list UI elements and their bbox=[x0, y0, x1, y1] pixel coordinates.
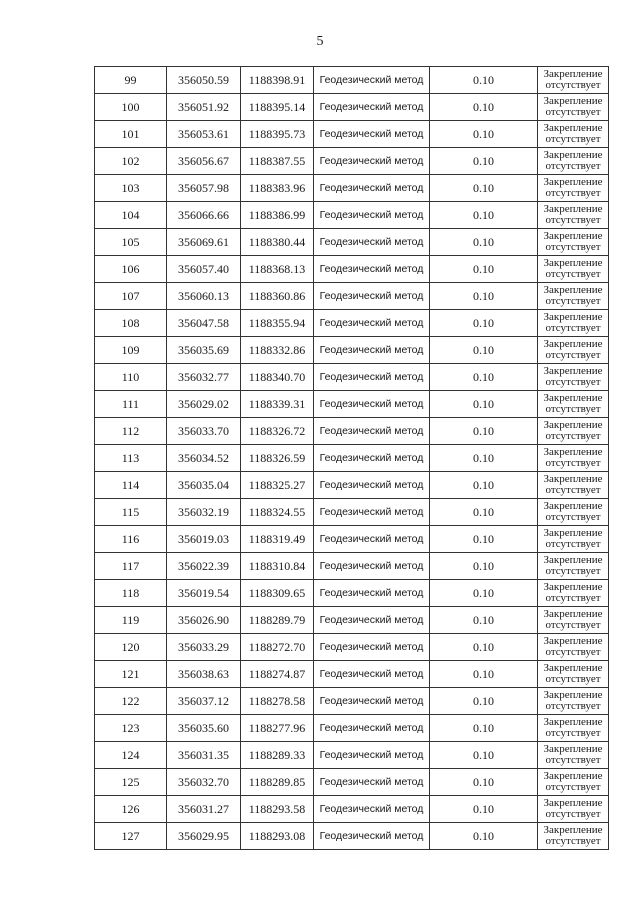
fixation-line-2: отсутствует bbox=[545, 619, 601, 631]
accuracy-cell: 0.10 bbox=[430, 391, 538, 418]
accuracy-cell: 0.10 bbox=[430, 229, 538, 256]
method-cell: Геодезический метод bbox=[314, 499, 430, 526]
fixation-line-2: отсутствует bbox=[545, 565, 601, 577]
table-row bbox=[95, 796, 609, 823]
fixation-line-1: Закрепление bbox=[543, 473, 603, 485]
fixation-line-2: отсутствует bbox=[545, 349, 601, 361]
table-row bbox=[95, 580, 609, 607]
point-number-cell: 118 bbox=[95, 580, 167, 607]
accuracy-cell: 0.10 bbox=[430, 769, 538, 796]
fixation-line-1: Закрепление bbox=[543, 770, 603, 782]
accuracy-cell: 0.10 bbox=[430, 94, 538, 121]
fixation-line-2: отсутствует bbox=[545, 646, 601, 658]
table-row bbox=[95, 553, 609, 580]
y-coordinate-cell: 1188387.55 bbox=[241, 148, 314, 175]
fixation-line-2: отсутствует bbox=[545, 160, 601, 172]
method-cell: Геодезический метод bbox=[314, 688, 430, 715]
fixation-line-1: Закрепление bbox=[543, 230, 603, 242]
fixation-line-1: Закрепление bbox=[543, 716, 603, 728]
method-cell: Геодезический метод bbox=[314, 256, 430, 283]
point-number-cell: 114 bbox=[95, 472, 167, 499]
x-coordinate-cell: 356034.52 bbox=[167, 445, 241, 472]
method-cell: Геодезический метод bbox=[314, 175, 430, 202]
fixation-cell bbox=[538, 823, 609, 850]
method-cell: Геодезический метод bbox=[314, 337, 430, 364]
y-coordinate-cell: 1188395.73 bbox=[241, 121, 314, 148]
fixation-line-1: Закрепление bbox=[543, 203, 603, 215]
fixation-cell bbox=[538, 310, 609, 337]
x-coordinate-cell: 356022.39 bbox=[167, 553, 241, 580]
fixation-cell bbox=[538, 337, 609, 364]
fixation-cell bbox=[538, 715, 609, 742]
y-coordinate-cell: 1188324.55 bbox=[241, 499, 314, 526]
table-row bbox=[95, 310, 609, 337]
y-coordinate-cell: 1188289.33 bbox=[241, 742, 314, 769]
method-cell: Геодезический метод bbox=[314, 526, 430, 553]
table-row bbox=[95, 364, 609, 391]
fixation-cell bbox=[538, 364, 609, 391]
x-coordinate-cell: 356056.67 bbox=[167, 148, 241, 175]
y-coordinate-cell: 1188326.59 bbox=[241, 445, 314, 472]
accuracy-cell: 0.10 bbox=[430, 364, 538, 391]
fixation-line-1: Закрепление bbox=[543, 149, 603, 161]
method-cell: Геодезический метод bbox=[314, 418, 430, 445]
x-coordinate-cell: 356031.35 bbox=[167, 742, 241, 769]
fixation-line-1: Закрепление bbox=[543, 635, 603, 647]
method-cell: Геодезический метод bbox=[314, 445, 430, 472]
accuracy-cell: 0.10 bbox=[430, 67, 538, 94]
table-row bbox=[95, 202, 609, 229]
x-coordinate-cell: 356069.61 bbox=[167, 229, 241, 256]
fixation-line-2: отсутствует bbox=[545, 484, 601, 496]
fixation-cell bbox=[538, 229, 609, 256]
fixation-cell bbox=[538, 661, 609, 688]
accuracy-cell: 0.10 bbox=[430, 337, 538, 364]
fixation-line-1: Закрепление bbox=[543, 419, 603, 431]
x-coordinate-cell: 356029.02 bbox=[167, 391, 241, 418]
fixation-line-2: отсутствует bbox=[545, 295, 601, 307]
point-number-cell: 105 bbox=[95, 229, 167, 256]
fixation-line-1: Закрепление bbox=[543, 392, 603, 404]
y-coordinate-cell: 1188278.58 bbox=[241, 688, 314, 715]
fixation-line-1: Закрепление bbox=[543, 527, 603, 539]
x-coordinate-cell: 356031.27 bbox=[167, 796, 241, 823]
table-row bbox=[95, 526, 609, 553]
fixation-line-1: Закрепление bbox=[543, 581, 603, 593]
accuracy-cell: 0.10 bbox=[430, 607, 538, 634]
table-row bbox=[95, 715, 609, 742]
fixation-line-1: Закрепление bbox=[543, 122, 603, 134]
table-row bbox=[95, 337, 609, 364]
x-coordinate-cell: 356051.92 bbox=[167, 94, 241, 121]
point-number-cell: 103 bbox=[95, 175, 167, 202]
point-number-cell: 104 bbox=[95, 202, 167, 229]
table-row bbox=[95, 391, 609, 418]
accuracy-cell: 0.10 bbox=[430, 823, 538, 850]
method-cell: Геодезический метод bbox=[314, 796, 430, 823]
fixation-cell bbox=[538, 634, 609, 661]
method-cell: Геодезический метод bbox=[314, 121, 430, 148]
table-row bbox=[95, 688, 609, 715]
fixation-cell bbox=[538, 67, 609, 94]
x-coordinate-cell: 356057.98 bbox=[167, 175, 241, 202]
table-row bbox=[95, 472, 609, 499]
method-cell: Геодезический метод bbox=[314, 769, 430, 796]
fixation-cell bbox=[538, 391, 609, 418]
accuracy-cell: 0.10 bbox=[430, 688, 538, 715]
y-coordinate-cell: 1188325.27 bbox=[241, 472, 314, 499]
fixation-line-1: Закрепление bbox=[543, 365, 603, 377]
y-coordinate-cell: 1188326.72 bbox=[241, 418, 314, 445]
x-coordinate-cell: 356047.58 bbox=[167, 310, 241, 337]
accuracy-cell: 0.10 bbox=[430, 418, 538, 445]
fixation-cell bbox=[538, 796, 609, 823]
fixation-line-1: Закрепление bbox=[543, 95, 603, 107]
fixation-line-2: отсутствует bbox=[545, 403, 601, 415]
fixation-line-2: отсутствует bbox=[545, 79, 601, 91]
method-cell: Геодезический метод bbox=[314, 67, 430, 94]
table-body bbox=[95, 67, 609, 850]
table-row bbox=[95, 418, 609, 445]
x-coordinate-cell: 356035.60 bbox=[167, 715, 241, 742]
fixation-line-1: Закрепление bbox=[543, 446, 603, 458]
accuracy-cell: 0.10 bbox=[430, 202, 538, 229]
accuracy-cell: 0.10 bbox=[430, 256, 538, 283]
y-coordinate-cell: 1188310.84 bbox=[241, 553, 314, 580]
x-coordinate-cell: 356033.70 bbox=[167, 418, 241, 445]
page-number: 5 bbox=[316, 34, 324, 49]
method-cell: Геодезический метод bbox=[314, 148, 430, 175]
fixation-cell bbox=[538, 553, 609, 580]
fixation-cell bbox=[538, 256, 609, 283]
y-coordinate-cell: 1188380.44 bbox=[241, 229, 314, 256]
method-cell: Геодезический метод bbox=[314, 742, 430, 769]
table-row bbox=[95, 823, 609, 850]
method-cell: Геодезический метод bbox=[314, 310, 430, 337]
table-row bbox=[95, 769, 609, 796]
fixation-line-2: отсутствует bbox=[545, 376, 601, 388]
point-number-cell: 123 bbox=[95, 715, 167, 742]
fixation-cell bbox=[538, 202, 609, 229]
y-coordinate-cell: 1188339.31 bbox=[241, 391, 314, 418]
x-coordinate-cell: 356026.90 bbox=[167, 607, 241, 634]
fixation-cell bbox=[538, 607, 609, 634]
x-coordinate-cell: 356038.63 bbox=[167, 661, 241, 688]
fixation-cell bbox=[538, 526, 609, 553]
accuracy-cell: 0.10 bbox=[430, 553, 538, 580]
x-coordinate-cell: 356057.40 bbox=[167, 256, 241, 283]
point-number-cell: 108 bbox=[95, 310, 167, 337]
fixation-line-1: Закрепление bbox=[543, 662, 603, 674]
point-number-cell: 127 bbox=[95, 823, 167, 850]
y-coordinate-cell: 1188340.70 bbox=[241, 364, 314, 391]
fixation-line-2: отсутствует bbox=[545, 106, 601, 118]
fixation-cell bbox=[538, 283, 609, 310]
fixation-cell bbox=[538, 121, 609, 148]
point-number-cell: 101 bbox=[95, 121, 167, 148]
y-coordinate-cell: 1188360.86 bbox=[241, 283, 314, 310]
point-number-cell: 109 bbox=[95, 337, 167, 364]
accuracy-cell: 0.10 bbox=[430, 742, 538, 769]
point-number-cell: 119 bbox=[95, 607, 167, 634]
accuracy-cell: 0.10 bbox=[430, 499, 538, 526]
accuracy-cell: 0.10 bbox=[430, 121, 538, 148]
fixation-cell bbox=[538, 445, 609, 472]
table-row bbox=[95, 742, 609, 769]
y-coordinate-cell: 1188386.99 bbox=[241, 202, 314, 229]
x-coordinate-cell: 356019.54 bbox=[167, 580, 241, 607]
y-coordinate-cell: 1188289.85 bbox=[241, 769, 314, 796]
fixation-cell bbox=[538, 94, 609, 121]
x-coordinate-cell: 356037.12 bbox=[167, 688, 241, 715]
point-number-cell: 111 bbox=[95, 391, 167, 418]
fixation-line-1: Закрепление bbox=[543, 311, 603, 323]
fixation-line-1: Закрепление bbox=[543, 176, 603, 188]
accuracy-cell: 0.10 bbox=[430, 472, 538, 499]
fixation-cell bbox=[538, 148, 609, 175]
fixation-cell bbox=[538, 688, 609, 715]
fixation-line-1: Закрепление bbox=[543, 743, 603, 755]
method-cell: Геодезический метод bbox=[314, 607, 430, 634]
table-row bbox=[95, 445, 609, 472]
fixation-line-2: отсутствует bbox=[545, 457, 601, 469]
fixation-line-1: Закрепление bbox=[543, 554, 603, 566]
method-cell: Геодезический метод bbox=[314, 823, 430, 850]
y-coordinate-cell: 1188293.08 bbox=[241, 823, 314, 850]
fixation-line-1: Закрепление bbox=[543, 797, 603, 809]
accuracy-cell: 0.10 bbox=[430, 661, 538, 688]
point-number-cell: 116 bbox=[95, 526, 167, 553]
point-number-cell: 113 bbox=[95, 445, 167, 472]
accuracy-cell: 0.10 bbox=[430, 148, 538, 175]
point-number-cell: 124 bbox=[95, 742, 167, 769]
fixation-line-2: отсутствует bbox=[545, 727, 601, 739]
y-coordinate-cell: 1188289.79 bbox=[241, 607, 314, 634]
method-cell: Геодезический метод bbox=[314, 94, 430, 121]
fixation-line-2: отсутствует bbox=[545, 214, 601, 226]
fixation-cell bbox=[538, 418, 609, 445]
accuracy-cell: 0.10 bbox=[430, 580, 538, 607]
table-row bbox=[95, 148, 609, 175]
table-row bbox=[95, 94, 609, 121]
point-number-cell: 122 bbox=[95, 688, 167, 715]
table-row bbox=[95, 175, 609, 202]
method-cell: Геодезический метод bbox=[314, 715, 430, 742]
fixation-line-2: отсутствует bbox=[545, 430, 601, 442]
point-number-cell: 100 bbox=[95, 94, 167, 121]
accuracy-cell: 0.10 bbox=[430, 175, 538, 202]
method-cell: Геодезический метод bbox=[314, 283, 430, 310]
x-coordinate-cell: 356035.04 bbox=[167, 472, 241, 499]
fixation-line-1: Закрепление bbox=[543, 500, 603, 512]
point-number-cell: 126 bbox=[95, 796, 167, 823]
point-number-cell: 112 bbox=[95, 418, 167, 445]
coordinates-table bbox=[94, 66, 609, 850]
method-cell: Геодезический метод bbox=[314, 661, 430, 688]
x-coordinate-cell: 356060.13 bbox=[167, 283, 241, 310]
fixation-line-2: отсутствует bbox=[545, 538, 601, 550]
table-row bbox=[95, 607, 609, 634]
y-coordinate-cell: 1188383.96 bbox=[241, 175, 314, 202]
y-coordinate-cell: 1188309.65 bbox=[241, 580, 314, 607]
accuracy-cell: 0.10 bbox=[430, 715, 538, 742]
fixation-line-1: Закрепление bbox=[543, 338, 603, 350]
y-coordinate-cell: 1188274.87 bbox=[241, 661, 314, 688]
point-number-cell: 125 bbox=[95, 769, 167, 796]
fixation-cell bbox=[538, 499, 609, 526]
y-coordinate-cell: 1188332.86 bbox=[241, 337, 314, 364]
fixation-line-2: отсутствует bbox=[545, 781, 601, 793]
method-cell: Геодезический метод bbox=[314, 364, 430, 391]
fixation-line-2: отсутствует bbox=[545, 511, 601, 523]
x-coordinate-cell: 356035.69 bbox=[167, 337, 241, 364]
x-coordinate-cell: 356029.95 bbox=[167, 823, 241, 850]
fixation-line-2: отсутствует bbox=[545, 133, 601, 145]
table-row bbox=[95, 283, 609, 310]
x-coordinate-cell: 356050.59 bbox=[167, 67, 241, 94]
point-number-cell: 107 bbox=[95, 283, 167, 310]
fixation-line-1: Закрепление bbox=[543, 284, 603, 296]
accuracy-cell: 0.10 bbox=[430, 796, 538, 823]
method-cell: Геодезический метод bbox=[314, 472, 430, 499]
y-coordinate-cell: 1188272.70 bbox=[241, 634, 314, 661]
fixation-cell bbox=[538, 580, 609, 607]
method-cell: Геодезический метод bbox=[314, 202, 430, 229]
table-row bbox=[95, 67, 609, 94]
table-row bbox=[95, 634, 609, 661]
accuracy-cell: 0.10 bbox=[430, 310, 538, 337]
fixation-line-1: Закрепление bbox=[543, 689, 603, 701]
x-coordinate-cell: 356053.61 bbox=[167, 121, 241, 148]
accuracy-cell: 0.10 bbox=[430, 634, 538, 661]
fixation-line-2: отсутствует bbox=[545, 268, 601, 280]
x-coordinate-cell: 356066.66 bbox=[167, 202, 241, 229]
method-cell: Геодезический метод bbox=[314, 553, 430, 580]
point-number-cell: 115 bbox=[95, 499, 167, 526]
fixation-line-2: отсутствует bbox=[545, 592, 601, 604]
fixation-line-2: отсутствует bbox=[545, 700, 601, 712]
point-number-cell: 99 bbox=[95, 67, 167, 94]
y-coordinate-cell: 1188395.14 bbox=[241, 94, 314, 121]
point-number-cell: 102 bbox=[95, 148, 167, 175]
fixation-line-2: отсутствует bbox=[545, 754, 601, 766]
fixation-line-2: отсутствует bbox=[545, 835, 601, 847]
point-number-cell: 117 bbox=[95, 553, 167, 580]
x-coordinate-cell: 356032.70 bbox=[167, 769, 241, 796]
x-coordinate-cell: 356033.29 bbox=[167, 634, 241, 661]
fixation-cell bbox=[538, 742, 609, 769]
method-cell: Геодезический метод bbox=[314, 634, 430, 661]
y-coordinate-cell: 1188355.94 bbox=[241, 310, 314, 337]
x-coordinate-cell: 356019.03 bbox=[167, 526, 241, 553]
y-coordinate-cell: 1188319.49 bbox=[241, 526, 314, 553]
fixation-line-1: Закрепление bbox=[543, 608, 603, 620]
point-number-cell: 110 bbox=[95, 364, 167, 391]
point-number-cell: 120 bbox=[95, 634, 167, 661]
fixation-cell bbox=[538, 769, 609, 796]
fixation-cell bbox=[538, 175, 609, 202]
table-row bbox=[95, 256, 609, 283]
point-number-cell: 121 bbox=[95, 661, 167, 688]
table-row bbox=[95, 229, 609, 256]
table-row bbox=[95, 121, 609, 148]
fixation-line-1: Закрепление bbox=[543, 824, 603, 836]
table-row bbox=[95, 661, 609, 688]
y-coordinate-cell: 1188398.91 bbox=[241, 67, 314, 94]
accuracy-cell: 0.10 bbox=[430, 445, 538, 472]
y-coordinate-cell: 1188368.13 bbox=[241, 256, 314, 283]
fixation-line-2: отсутствует bbox=[545, 241, 601, 253]
fixation-line-1: Закрепление bbox=[543, 257, 603, 269]
fixation-line-2: отсутствует bbox=[545, 322, 601, 334]
method-cell: Геодезический метод bbox=[314, 391, 430, 418]
accuracy-cell: 0.10 bbox=[430, 283, 538, 310]
x-coordinate-cell: 356032.19 bbox=[167, 499, 241, 526]
method-cell: Геодезический метод bbox=[314, 580, 430, 607]
accuracy-cell: 0.10 bbox=[430, 526, 538, 553]
table-row bbox=[95, 499, 609, 526]
y-coordinate-cell: 1188277.96 bbox=[241, 715, 314, 742]
point-number-cell: 106 bbox=[95, 256, 167, 283]
fixation-line-2: отсутствует bbox=[545, 673, 601, 685]
x-coordinate-cell: 356032.77 bbox=[167, 364, 241, 391]
fixation-line-2: отсутствует bbox=[545, 187, 601, 199]
fixation-line-1: Закрепление bbox=[543, 68, 603, 80]
fixation-line-2: отсутствует bbox=[545, 808, 601, 820]
method-cell: Геодезический метод bbox=[314, 229, 430, 256]
fixation-cell bbox=[538, 472, 609, 499]
y-coordinate-cell: 1188293.58 bbox=[241, 796, 314, 823]
